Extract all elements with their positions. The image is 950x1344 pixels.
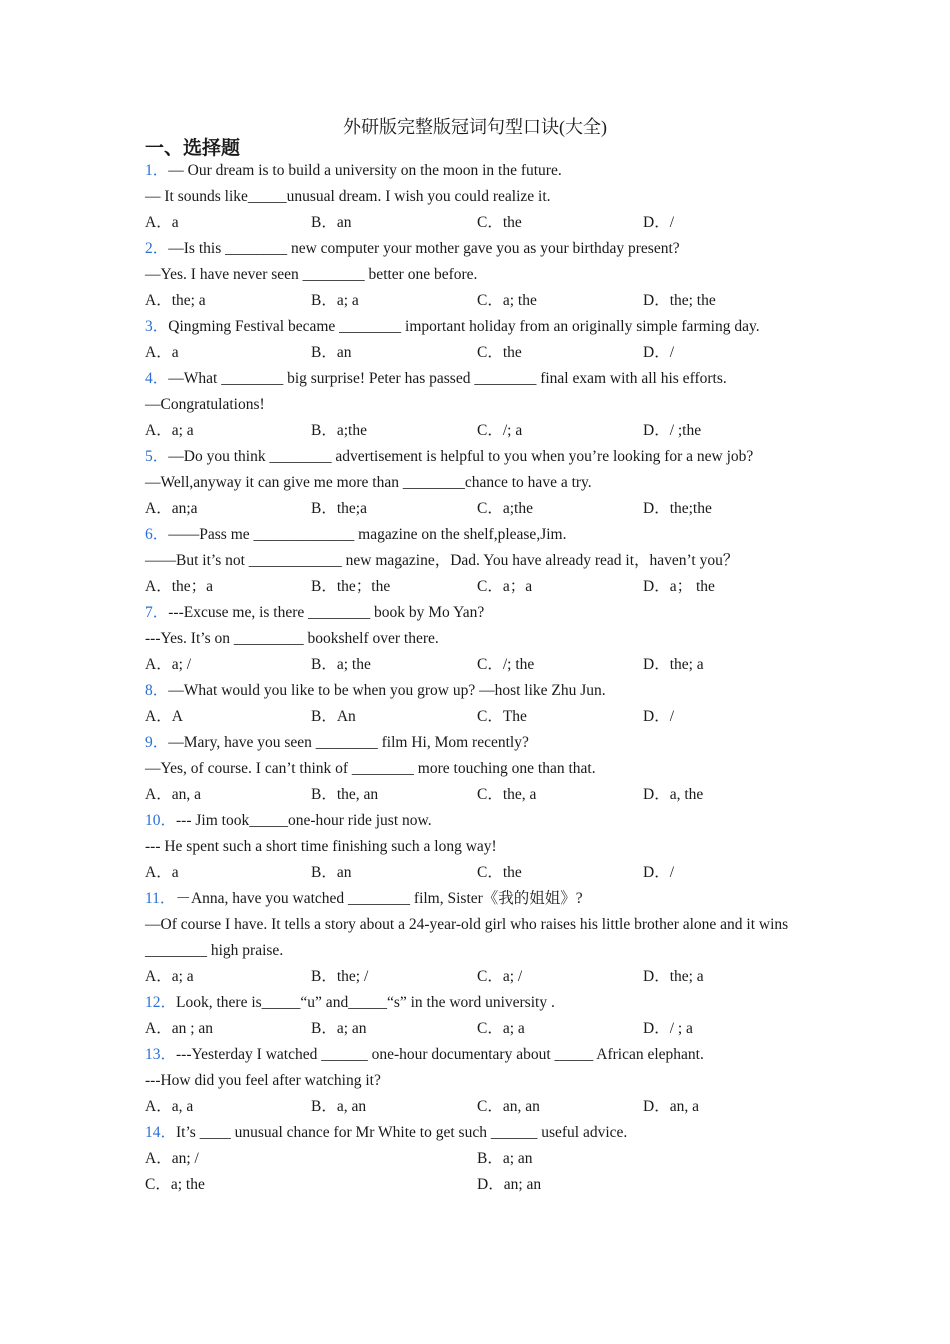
option-b[interactable]: B．an bbox=[311, 864, 352, 881]
question-text: —Yes, of course. I can’t think of ________ more touching one than that. bbox=[145, 760, 596, 777]
option-c[interactable]: C．the bbox=[477, 214, 522, 231]
question-text: —Well,anyway it can give me more than ________chance to have a try. bbox=[145, 474, 592, 491]
question-7 bbox=[145, 600, 810, 678]
option-d[interactable]: D．an; an bbox=[477, 1176, 542, 1193]
question-number: 11． bbox=[145, 890, 176, 907]
question-3 bbox=[145, 314, 810, 366]
question-text: —Of course I have. It tells a story about a 24-year-old girl who raises his little brother alone and it wins ________ high praise. bbox=[145, 916, 789, 959]
question-number: 7． bbox=[145, 604, 169, 621]
question-text: It’s ____ unusual chance for Mr White to get such ______ useful advice. bbox=[176, 1124, 628, 1141]
answer-options bbox=[145, 496, 810, 522]
option-a[interactable]: A．an, a bbox=[145, 786, 201, 803]
option-a[interactable]: A．an; / bbox=[145, 1150, 199, 1167]
question-stem bbox=[145, 444, 810, 470]
option-b[interactable]: B．an bbox=[311, 214, 352, 231]
question-4 bbox=[145, 366, 810, 444]
answer-options bbox=[145, 782, 810, 808]
option-c[interactable]: C．/; a bbox=[477, 422, 523, 439]
question-text: —Is this ________ new computer your mother gave you as your birthday present? bbox=[168, 240, 680, 257]
option-b[interactable]: B．a; an bbox=[477, 1150, 533, 1167]
question-stem bbox=[145, 1120, 810, 1146]
question-stem bbox=[145, 990, 810, 1016]
option-c[interactable]: C．a；a bbox=[477, 578, 533, 595]
option-a[interactable]: A．a bbox=[145, 214, 179, 231]
option-b[interactable]: B．the, an bbox=[311, 786, 379, 803]
section-heading: 一、选择题 bbox=[145, 138, 241, 159]
question-text: ---Excuse me, is there ________ book by Mo Yan? bbox=[168, 604, 485, 621]
option-d[interactable]: D．/ bbox=[643, 864, 675, 881]
option-b[interactable]: B．a; the bbox=[311, 656, 371, 673]
answer-options bbox=[145, 704, 810, 730]
question-number: 9． bbox=[145, 734, 169, 751]
option-c[interactable]: C．the, a bbox=[477, 786, 537, 803]
question-10 bbox=[145, 808, 810, 886]
option-b[interactable]: B．a;the bbox=[311, 422, 367, 439]
question-text: ——Pass me _____________ magazine on the shelf,please,Jim. bbox=[168, 526, 567, 543]
option-b[interactable]: B．a; a bbox=[311, 292, 359, 309]
question-list bbox=[145, 158, 810, 1198]
question-stem bbox=[145, 600, 810, 626]
question-text: ——But it’s not ____________ new magazine，Dad. You have already read it，haven’t you？ bbox=[145, 552, 739, 569]
question-number: 13． bbox=[145, 1046, 177, 1063]
question-8 bbox=[145, 678, 810, 730]
question-text: —What would you like to be when you grow up? —host like Zhu Jun. bbox=[168, 682, 606, 699]
question-stem bbox=[145, 314, 810, 340]
question-number: 8． bbox=[145, 682, 169, 699]
option-c[interactable]: C．/; the bbox=[477, 656, 535, 673]
answer-options bbox=[145, 1146, 810, 1198]
option-a[interactable]: A．a bbox=[145, 864, 179, 881]
answer-options bbox=[145, 574, 810, 600]
question-number: 2． bbox=[145, 240, 169, 257]
question-number: 12． bbox=[145, 994, 177, 1011]
question-stem bbox=[145, 730, 810, 756]
answer-options bbox=[145, 1094, 810, 1120]
answer-options bbox=[145, 652, 810, 678]
question-text: —Yes. I have never seen ________ better one before. bbox=[145, 266, 478, 283]
option-b[interactable]: B．the; / bbox=[311, 968, 369, 985]
option-a[interactable]: A．the; a bbox=[145, 292, 206, 309]
question-2 bbox=[145, 236, 810, 314]
question-text: --- He spent such a short time finishing such a long way! bbox=[145, 838, 497, 855]
option-a[interactable]: A．a; a bbox=[145, 968, 194, 985]
question-text: —What ________ big surprise! Peter has passed ________ final exam with all his efforts. bbox=[168, 370, 727, 387]
answer-options bbox=[145, 964, 810, 990]
option-d[interactable]: D．/ bbox=[643, 344, 675, 361]
question-text: Look, there is_____“u” and_____“s” in the word university . bbox=[176, 994, 555, 1011]
question-stem bbox=[145, 886, 810, 912]
option-d[interactable]: D．the;the bbox=[643, 500, 712, 517]
answer-options bbox=[145, 340, 810, 366]
question-text: --- Jim took_____one-hour ride just now. bbox=[176, 812, 432, 829]
option-b[interactable]: B．the；the bbox=[311, 578, 391, 595]
question-stem bbox=[145, 808, 810, 834]
option-d[interactable]: D．/ bbox=[643, 708, 675, 725]
option-c[interactable]: C．an, an bbox=[477, 1098, 540, 1115]
question-number: 6． bbox=[145, 526, 169, 543]
answer-options bbox=[145, 418, 810, 444]
question-text: —Do you think ________ advertisement is helpful to you when you’re looking for a new job? bbox=[168, 448, 754, 465]
answer-options bbox=[145, 860, 810, 886]
question-text: — Our dream is to build a university on the moon in the future. bbox=[168, 162, 562, 179]
answer-options bbox=[145, 288, 810, 314]
option-a[interactable]: A．a; a bbox=[145, 422, 194, 439]
question-14 bbox=[145, 1120, 810, 1198]
option-a[interactable]: A．A bbox=[145, 708, 183, 725]
option-a[interactable]: A．an ; an bbox=[145, 1020, 214, 1037]
option-c[interactable]: C．a; the bbox=[477, 292, 537, 309]
question-number: 10． bbox=[145, 812, 177, 829]
question-number: 1． bbox=[145, 162, 169, 179]
question-stem bbox=[145, 236, 810, 262]
option-d[interactable]: D．the; a bbox=[643, 968, 704, 985]
answer-options bbox=[145, 210, 810, 236]
option-d[interactable]: D．the; a bbox=[643, 656, 704, 673]
question-text: Qingming Festival became ________ important holiday from an originally simple farming day. bbox=[168, 318, 760, 335]
question-text: —Congratulations! bbox=[145, 396, 265, 413]
question-stem bbox=[145, 678, 810, 704]
option-b[interactable]: B．an bbox=[311, 344, 352, 361]
option-d[interactable]: D．a； the bbox=[643, 578, 715, 595]
question-number: 5． bbox=[145, 448, 169, 465]
question-text: ---Yesterday I watched ______ one-hour documentary about _____ African elephant. bbox=[176, 1046, 704, 1063]
question-text: — It sounds like_____unusual dream. I wish you could realize it. bbox=[145, 188, 551, 205]
option-b[interactable]: B．a, an bbox=[311, 1098, 367, 1115]
question-13 bbox=[145, 1042, 810, 1120]
question-stem bbox=[145, 366, 810, 392]
question-stem bbox=[145, 522, 810, 548]
option-c[interactable]: C．the bbox=[477, 864, 522, 881]
question-1 bbox=[145, 158, 810, 236]
question-text: —Mary, have you seen ________ film Hi, Mom recently? bbox=[168, 734, 529, 751]
option-d[interactable]: D．an, a bbox=[643, 1098, 699, 1115]
option-d[interactable]: D．/ bbox=[643, 214, 675, 231]
question-text: －Anna, have you watched ________ film, Sister《我的姐姐》? bbox=[175, 890, 583, 907]
option-c[interactable]: C．The bbox=[477, 708, 527, 725]
question-9 bbox=[145, 730, 810, 808]
option-d[interactable]: D．the; the bbox=[643, 292, 716, 309]
question-stem bbox=[145, 158, 810, 184]
question-6 bbox=[145, 522, 810, 600]
option-c[interactable]: C．a;the bbox=[477, 500, 533, 517]
question-number: 3． bbox=[145, 318, 169, 335]
question-number: 14． bbox=[145, 1124, 177, 1141]
option-c[interactable]: C．a; / bbox=[477, 968, 523, 985]
answer-options bbox=[145, 1016, 810, 1042]
option-d[interactable]: D．a, the bbox=[643, 786, 704, 803]
option-b[interactable]: B．the;a bbox=[311, 500, 367, 517]
option-b[interactable]: B．An bbox=[311, 708, 356, 725]
option-a[interactable]: A．a, a bbox=[145, 1098, 194, 1115]
document-title: 外研版完整版冠词句型口诀(大全) bbox=[343, 117, 607, 137]
question-text: ---How did you feel after watching it? bbox=[145, 1072, 381, 1089]
question-text: ---Yes. It’s on _________ bookshelf over there. bbox=[145, 630, 439, 647]
question-5 bbox=[145, 444, 810, 522]
option-a[interactable]: A．a; / bbox=[145, 656, 192, 673]
option-a[interactable]: A．a bbox=[145, 344, 179, 361]
question-12 bbox=[145, 990, 810, 1042]
option-c[interactable]: C．a; the bbox=[145, 1176, 205, 1193]
option-a[interactable]: A．the；a bbox=[145, 578, 214, 595]
question-stem bbox=[145, 1042, 810, 1068]
option-c[interactable]: C．a; a bbox=[477, 1020, 525, 1037]
option-c[interactable]: C．the bbox=[477, 344, 522, 361]
option-a[interactable]: A．an;a bbox=[145, 500, 198, 517]
question-11 bbox=[145, 886, 810, 990]
question-number: 4． bbox=[145, 370, 169, 387]
option-b[interactable]: B．a; an bbox=[311, 1020, 367, 1037]
option-d[interactable]: D．/ ;the bbox=[643, 422, 702, 439]
option-d[interactable]: D．/ ; a bbox=[643, 1020, 693, 1037]
